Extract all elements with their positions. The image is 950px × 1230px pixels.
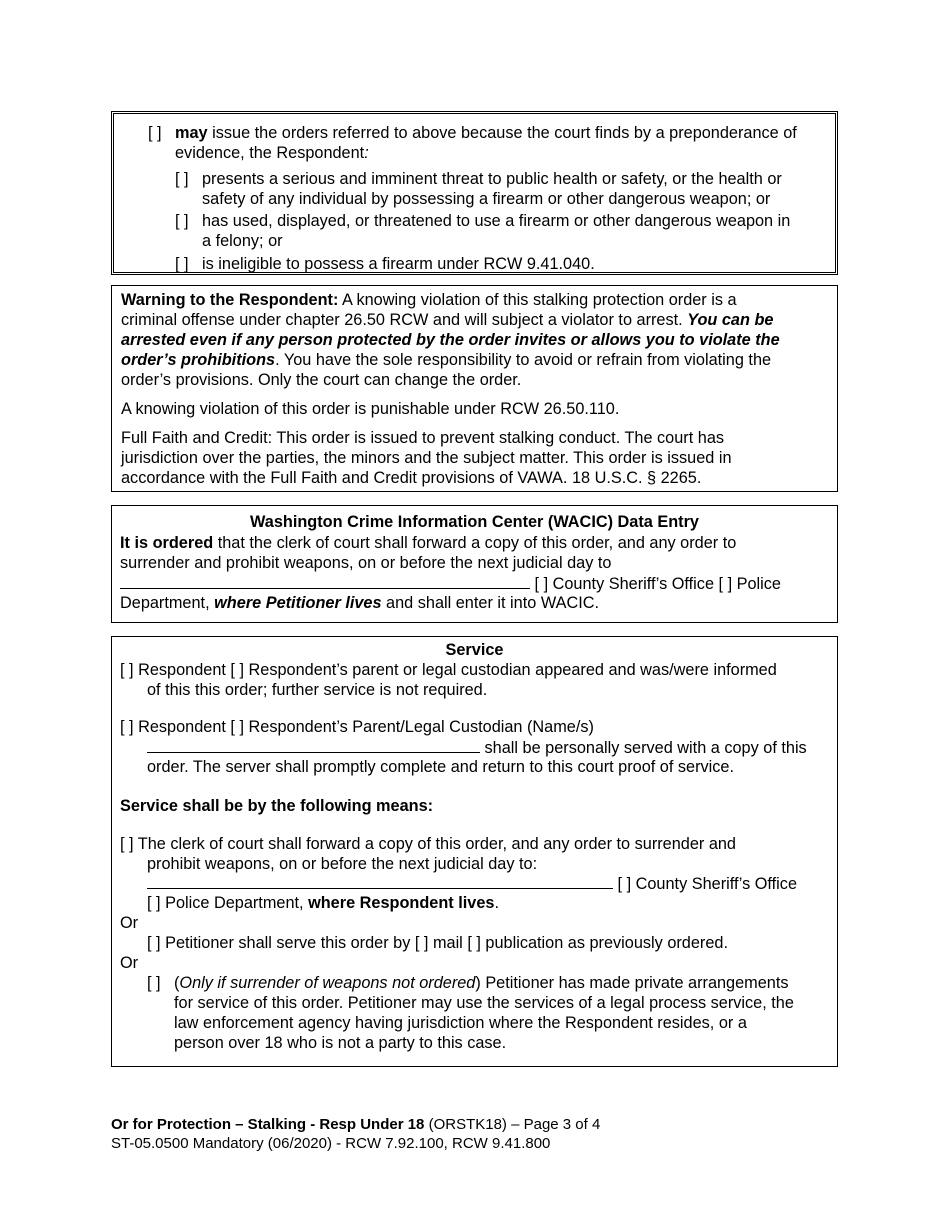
ineligible-checkbox[interactable]: [ ] [175, 255, 189, 273]
wacic-line-3: [ ] County Sheriff’s Office [ ] Police [120, 573, 781, 594]
warning-box [111, 285, 838, 492]
threat-line-2: safety of any individual by possessing a firearm or other dangerous weapon; or [202, 190, 771, 208]
private-service-line-3: law enforcement agency having jurisdiction where the Respondent resides, or a [174, 1014, 747, 1032]
service-clerk-line-1: [ ] The clerk of court shall forward a copy of this order, and any order to surrender and [120, 835, 736, 853]
may-line-2: evidence, the Respondent: [175, 144, 369, 162]
felony-line-2: a felony; or [202, 232, 283, 250]
warning-line-3: arrested even if any person protected by the order invites or allows you to violate the [121, 331, 780, 349]
wacic-title: Washington Crime Information Center (WACIC) Data Entry [250, 513, 699, 531]
ineligible-line: is ineligible to possess a firearm under RCW 9.41.040. [202, 255, 595, 273]
wacic-line-4: Department, where Petitioner lives and shall enter it into WACIC. [120, 594, 600, 612]
service-appeared-line-1: [ ] Respondent [ ] Respondent’s parent or legal custodian appeared and was/were informed [120, 661, 777, 679]
may-checkbox[interactable]: [ ] [148, 124, 162, 142]
custodian-name-blank[interactable] [147, 737, 480, 753]
private-service-line-1: (Only if surrender of weapons not ordered) Petitioner has made private arrangements [174, 974, 789, 992]
service-personal-line-3: order. The server shall promptly complete and return to this court proof of service. [147, 758, 734, 776]
or-label-2: Or [120, 954, 139, 972]
service-clerk-line-3: [ ] County Sheriff’s Office [147, 873, 797, 894]
service-appeared-line-2: of this this order; further service is not required. [147, 681, 488, 699]
private-service-checkbox[interactable]: [ ] [147, 974, 161, 992]
full-faith-line-1: Full Faith and Credit: This order is issued to prevent stalking conduct. The court has [121, 429, 725, 447]
agency-name-blank[interactable] [120, 573, 530, 589]
may-line-1: may issue the orders referred to above because the court finds by a preponderance of [175, 124, 797, 142]
private-service-line-2: for service of this order. Petitioner may use the services of a legal process service, the [174, 994, 794, 1012]
footer-title: Or for Protection – Stalking - Resp Under 18 (ORSTK18) – Page 3 of 4 [111, 1116, 601, 1133]
warning-line-1: Warning to the Respondent: A knowing violation of this stalking protection order is a [121, 291, 737, 309]
private-service-line-4: person over 18 who is not a party to this case. [174, 1034, 507, 1052]
service-box [111, 636, 838, 1067]
service-clerk-line-2: prohibit weapons, on or before the next judicial day to: [147, 855, 538, 873]
footer-form-id: ST-05.0500 Mandatory (06/2020) - RCW 7.92.100, RCW 9.41.800 [111, 1135, 551, 1152]
or-label-1: Or [120, 914, 139, 932]
full-faith-line-3: accordance with the Full Faith and Credit provisions of VAWA. 18 U.S.C. § 2265. [121, 469, 702, 487]
firearms-findings-box [111, 111, 838, 275]
full-faith-line-2: jurisdiction over the parties, the minors and the subject matter. This order is issued in [121, 449, 732, 467]
wacic-box [111, 505, 838, 623]
service-personal-line-2: shall be personally served with a copy of this [147, 737, 807, 758]
service-petitioner-line: [ ] Petitioner shall serve this order by [ ] mail [ ] publication as previously ordered. [147, 934, 728, 952]
warning-line-4: order’s prohibitions. You have the sole responsibility to avoid or refrain from violating the [121, 351, 772, 369]
felony-line-1: has used, displayed, or threatened to use a firearm or other dangerous weapon in [202, 212, 791, 230]
wacic-line-2: surrender and prohibit weapons, on or before the next judicial day to [120, 554, 612, 572]
threat-line-1: presents a serious and imminent threat to public health or safety, or the health or [202, 170, 782, 188]
service-clerk-line-4: [ ] Police Department, where Respondent lives. [147, 894, 499, 912]
service-title: Service [445, 641, 504, 659]
threat-checkbox[interactable]: [ ] [175, 170, 189, 188]
warning-line-2: criminal offense under chapter 26.50 RCW and will subject a violator to arrest. You can be [121, 311, 774, 329]
wacic-line-1: It is ordered that the clerk of court shall forward a copy of this order, and any order to [120, 534, 737, 552]
warning-line-5: order’s provisions. Only the court can change the order. [121, 371, 522, 389]
felony-checkbox[interactable]: [ ] [175, 212, 189, 230]
clerk-agency-blank[interactable] [147, 873, 613, 889]
service-personal-line-1: [ ] Respondent [ ] Respondent’s Parent/Legal Custodian (Name/s) [120, 718, 594, 736]
punishable-text: A knowing violation of this order is punishable under RCW 26.50.110. [121, 400, 620, 418]
service-means-heading: Service shall be by the following means: [120, 797, 434, 815]
